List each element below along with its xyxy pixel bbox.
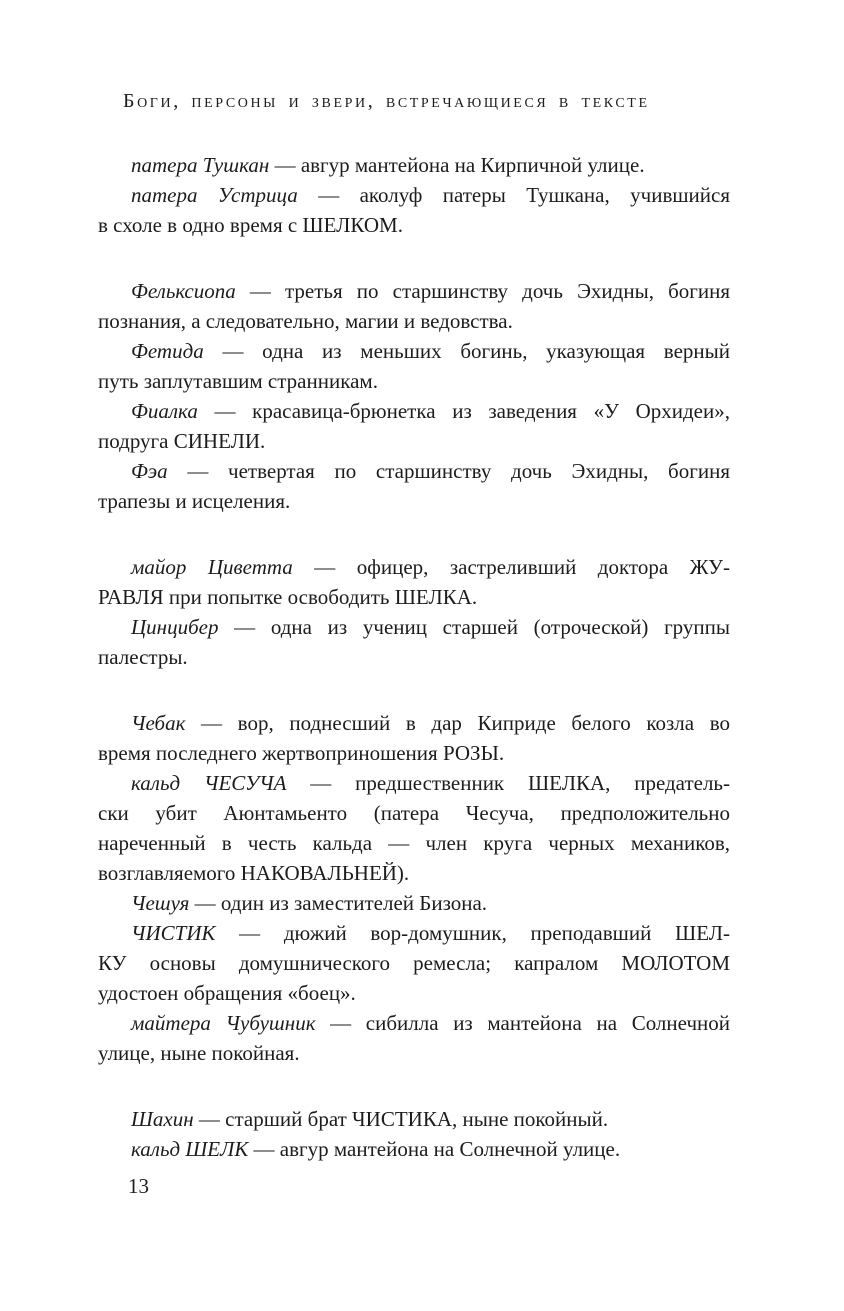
entry-line: улице, ныне покойная. [98, 1041, 300, 1065]
glossary-entry [98, 276, 730, 336]
entry-line: познания, а следовательно, магии и ведовства. [98, 309, 513, 333]
glossary-entry [98, 918, 730, 1008]
entry-term: Фетида [131, 339, 204, 363]
glossary-entry [98, 768, 730, 888]
entry-term: майтера Чубушник [131, 1011, 316, 1035]
glossary-sections [98, 150, 730, 1164]
entry-line: трапезы и исцеления. [98, 489, 291, 513]
entry-term: патера Устрица [131, 183, 298, 207]
entry-line: возглавляемого НАКОВАЛЬНЕЙ). [98, 861, 410, 885]
glossary-entry [98, 150, 730, 180]
entry-line: Чешуя — один из заместителей Бизона. [131, 891, 488, 915]
entry-term: Шахин [131, 1107, 194, 1131]
glossary-entry [98, 1104, 730, 1134]
entry-line: кальд ЧЕСУЧА — предшественник ШЕЛКА, предатель- [131, 771, 731, 795]
entry-term: ЧИСТИК [131, 921, 216, 945]
glossary-section [98, 1104, 730, 1164]
entry-line: Чебак — вор, поднесший в дар Киприде белого козла во [131, 711, 730, 735]
glossary-section [98, 552, 730, 672]
entry-term: Цинцибер [131, 615, 219, 639]
glossary-entry [98, 336, 730, 396]
entry-term: Фельксиопа [131, 279, 236, 303]
glossary-section [98, 708, 730, 1068]
glossary-header: Боги, персоны и звери, встречающиеся в тексте [123, 90, 650, 112]
glossary-entry [98, 1008, 730, 1068]
glossary-entry [98, 612, 730, 672]
entry-term: Фэа [131, 459, 168, 483]
entry-line: Шахин — старший брат ЧИСТИКА, ныне покойный. [131, 1107, 609, 1131]
entry-line: Фетида — одна из меньших богинь, указующая верный [131, 339, 730, 363]
entry-line: РАВЛЯ при попытке освободить ШЕЛКА. [98, 585, 478, 609]
entry-line: КУ основы домушнического ремесла; капралом МОЛОТОМ [98, 951, 730, 975]
entry-term: Чебак [131, 711, 186, 735]
page-number: 13 [128, 1174, 149, 1198]
glossary-entry [98, 708, 730, 768]
entry-line: путь заплутавшим странникам. [98, 369, 378, 393]
entry-line: нареченный в честь кальда — член круга черных механиков, [98, 831, 730, 855]
entry-term: патера Тушкан [131, 153, 270, 177]
entry-line: патера Устрица — аколуф патеры Тушкана, учившийся [131, 183, 730, 207]
glossary-section [98, 150, 730, 240]
entry-line: Фельксиопа — третья по старшинству дочь Эхидны, богиня [131, 279, 730, 303]
entry-line: ЧИСТИК — дюжий вор-домушник, преподавший ШЕЛ- [131, 921, 730, 945]
entry-line: Фиалка — красавица-брюнетка из заведения «У Орхидеи», [131, 399, 730, 423]
entry-line: кальд ШЕЛК — авгур мантейона на Солнечной улице. [131, 1137, 621, 1161]
entry-line: Фэа — четвертая по старшинству дочь Эхидны, богиня [131, 459, 730, 483]
glossary-entry [98, 552, 730, 612]
entry-term: Чешуя [131, 891, 190, 915]
entry-term: кальд ШЕЛК [131, 1137, 249, 1161]
entry-line: подруга СИНЕЛИ. [98, 429, 266, 453]
glossary-entry [98, 180, 730, 240]
entry-line: Цинцибер — одна из учениц старшей (отроческой) группы [131, 615, 730, 639]
entry-term: майор Циветта [131, 555, 293, 579]
entry-line: майтера Чубушник — сибилла из мантейона на Солнечной [131, 1011, 730, 1035]
entry-term: Фиалка [131, 399, 198, 423]
glossary-entry [98, 888, 730, 918]
glossary-entry [98, 456, 730, 516]
glossary-entry [98, 396, 730, 456]
entry-line: время последнего жертвоприношения РОЗЫ. [98, 741, 505, 765]
entry-line: в схоле в одно время с ШЕЛКОМ. [98, 213, 403, 237]
entry-term: кальд ЧЕСУЧА [131, 771, 287, 795]
glossary-section [98, 276, 730, 516]
entry-line: ски убит Аюнтамьенто (патера Чесуча, предположительно [98, 801, 730, 825]
entry-line: майор Циветта — офицер, застреливший доктора ЖУ- [131, 555, 730, 579]
entry-line: палестры. [98, 645, 188, 669]
entry-line: удостоен обращения «боец». [98, 981, 356, 1005]
entry-line: патера Тушкан — авгур мантейона на Кирпичной улице. [131, 153, 645, 177]
glossary-entry [98, 1134, 730, 1164]
